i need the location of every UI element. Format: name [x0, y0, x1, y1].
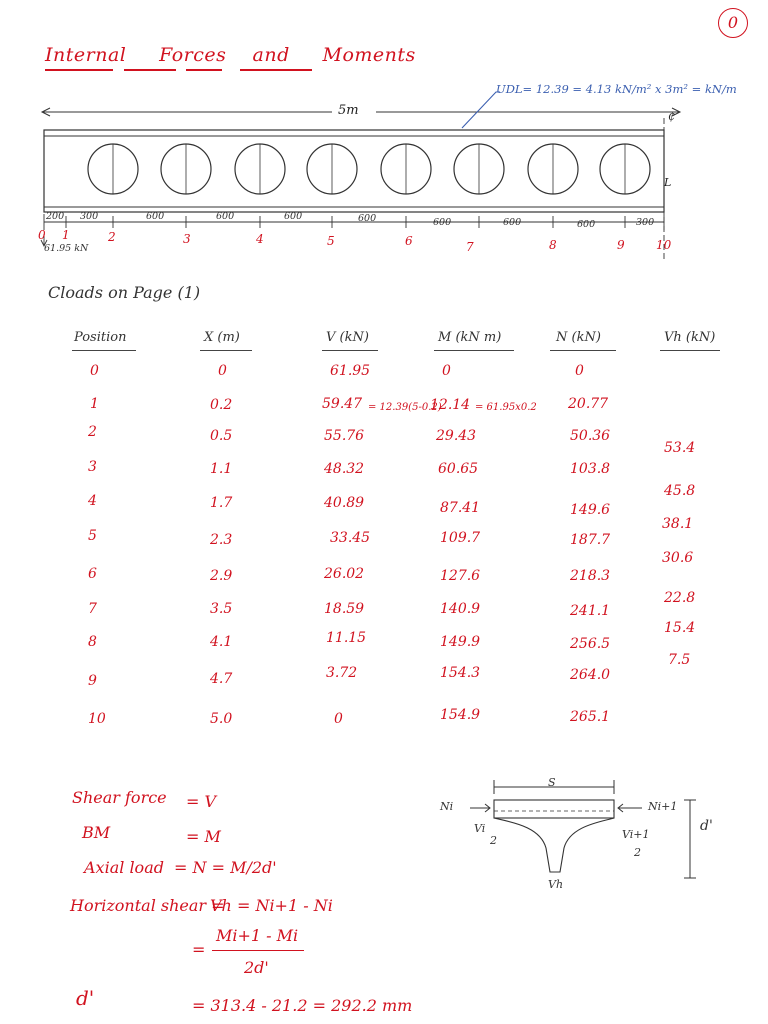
- span-label: 5m: [338, 103, 359, 118]
- row-m-note: = 61.95x0.2: [475, 402, 537, 413]
- row-n: 265.1: [570, 709, 611, 725]
- header-n: N (kN): [556, 330, 601, 345]
- row-position: 9: [88, 673, 97, 689]
- horizontal-shear-value: Vh = Ni+1 - Ni: [210, 896, 333, 915]
- title-word-4: Moments: [322, 44, 416, 66]
- dim-label: 600: [503, 217, 522, 228]
- dim-label: 200: [46, 211, 65, 222]
- row-v-note: = 12.39(5-0.2): [368, 402, 442, 413]
- header-m: M (kN m): [438, 330, 502, 345]
- row-m: 154.9: [440, 707, 481, 723]
- dim-label: 600: [433, 217, 452, 228]
- position-label: 5: [327, 234, 335, 248]
- row-v: 18.59: [324, 601, 365, 617]
- row-m: 87.41: [440, 500, 481, 516]
- position-label: 0: [38, 228, 46, 242]
- bm-label: BM: [82, 823, 111, 842]
- header-underline: [200, 350, 252, 351]
- row-vh: 7.5: [668, 652, 691, 668]
- dim-label: 300: [636, 217, 655, 228]
- loads-subtitle: Cloads on Page (1): [48, 283, 201, 302]
- row-v: 48.32: [324, 461, 365, 477]
- fraction-denominator: 2d': [244, 958, 269, 977]
- row-vh: 38.1: [662, 516, 694, 532]
- header-v: V (kN): [326, 330, 369, 345]
- sketch-ni-label: Ni: [440, 800, 454, 813]
- row-position: 0: [90, 363, 99, 379]
- centerline-label: ₵: [668, 110, 675, 123]
- row-n: 256.5: [570, 636, 611, 652]
- bm-value: = M: [186, 827, 221, 846]
- row-m: 140.9: [440, 601, 481, 617]
- header-underline: [434, 350, 514, 351]
- row-x: 4.1: [210, 634, 233, 650]
- row-n: 20.77: [568, 396, 609, 412]
- header-vh: Vh (kN): [664, 330, 716, 345]
- row-x: 2.3: [210, 532, 233, 548]
- position-label: 6: [405, 234, 413, 248]
- row-m: 12.14: [430, 397, 471, 413]
- row-n: 218.3: [570, 568, 611, 584]
- row-v: 55.76: [324, 428, 365, 444]
- row-n: 187.7: [570, 532, 611, 548]
- row-n: 50.36: [570, 428, 611, 444]
- row-m: 149.9: [440, 634, 481, 650]
- row-position: 6: [88, 566, 97, 582]
- row-x: 1.7: [210, 495, 233, 511]
- title-word-2: Forces: [159, 44, 227, 66]
- sketch-ni1-label: Ni+1: [648, 800, 678, 813]
- sketch-vi-label: Vi: [474, 822, 486, 835]
- sketch-vh-label: Vh: [548, 878, 564, 891]
- row-x: 5.0: [210, 711, 233, 727]
- sketch-d-label: d': [700, 818, 713, 834]
- horizontal-shear-label: Horizontal shear =: [70, 896, 225, 915]
- header-underline: [322, 350, 378, 351]
- row-m: 154.3: [440, 665, 481, 681]
- row-m: 60.65: [438, 461, 479, 477]
- position-label: 2: [108, 230, 116, 244]
- row-position: 4: [88, 493, 97, 509]
- sketch-s-label: S: [548, 776, 556, 789]
- d-prime-label: d': [76, 986, 95, 1010]
- row-m: 109.7: [440, 530, 481, 546]
- row-position: 3: [88, 459, 97, 475]
- row-v: 3.72: [326, 665, 358, 681]
- position-label: 1: [62, 228, 70, 242]
- dim-label: 600: [146, 211, 165, 222]
- row-x: 0.5: [210, 428, 233, 444]
- row-m: 127.6: [440, 568, 481, 584]
- dim-label: 300: [80, 211, 99, 222]
- row-position: 5: [88, 528, 97, 544]
- udl-note: UDL= 12.39 = 4.13 kN/m² x 3m² = kN/m: [496, 82, 737, 96]
- row-position: 7: [88, 601, 97, 617]
- row-position: 8: [88, 634, 97, 650]
- fraction-bar: [212, 950, 304, 951]
- row-x: 4.7: [210, 671, 233, 687]
- row-m: 29.43: [436, 428, 477, 444]
- dim-label: 600: [358, 213, 377, 224]
- row-x: 0.2: [210, 397, 233, 413]
- cross-section-sketch: [470, 780, 696, 878]
- row-position: 2: [88, 424, 97, 440]
- axial-load-value: = N = M/2d': [174, 858, 277, 877]
- row-vh: 30.6: [662, 550, 694, 566]
- title-word-3: and: [252, 44, 290, 66]
- dim-label: 600: [284, 211, 303, 222]
- row-n: 0: [575, 363, 584, 379]
- shear-force-label: Shear force: [72, 788, 167, 807]
- row-x: 3.5: [210, 601, 233, 617]
- d-prime-value: = 313.4 - 21.2 = 292.2 mm: [192, 996, 413, 1015]
- depth-label: L: [664, 176, 672, 189]
- row-vh: 22.8: [664, 590, 696, 606]
- position-label: 10: [656, 238, 672, 252]
- row-vh: 53.4: [664, 440, 696, 456]
- position-label: 3: [183, 232, 191, 246]
- row-x: 1.1: [210, 461, 233, 477]
- position-label: 4: [256, 232, 264, 246]
- row-v: 59.47: [322, 396, 363, 412]
- header-underline: [660, 350, 720, 351]
- fraction-equals: =: [192, 940, 206, 959]
- row-x: 0: [218, 363, 227, 379]
- row-v: 26.02: [324, 566, 365, 582]
- row-n: 241.1: [570, 603, 611, 619]
- fraction-numerator: Mi+1 - Mi: [216, 926, 299, 945]
- row-n: 264.0: [570, 667, 611, 683]
- position-label: 8: [549, 238, 557, 252]
- row-v: 0: [334, 711, 343, 727]
- header-underline: [550, 350, 616, 351]
- title-word-1: Internal: [45, 44, 127, 66]
- position-label: 7: [466, 240, 474, 254]
- row-n: 149.6: [570, 502, 611, 518]
- sketch-vi1-label: Vi+1: [622, 828, 650, 841]
- row-vh: 45.8: [664, 483, 696, 499]
- page-number: 0: [718, 8, 748, 38]
- row-position: 1: [90, 396, 99, 412]
- sketch-vi-den: 2: [490, 834, 497, 847]
- shear-force-value: = V: [186, 792, 217, 811]
- row-vh: 15.4: [664, 620, 696, 636]
- row-v: 61.95: [330, 363, 371, 379]
- row-v: 40.89: [324, 495, 365, 511]
- header-underline: [72, 350, 136, 351]
- header-position: Position: [74, 330, 127, 345]
- row-n: 103.8: [570, 461, 611, 477]
- dim-label: 600: [577, 219, 596, 230]
- hollow-cores: [88, 144, 650, 194]
- dim-label: 600: [216, 211, 235, 222]
- row-x: 2.9: [210, 568, 233, 584]
- sketch-vi1-den: 2: [634, 846, 641, 859]
- row-v: 11.15: [326, 630, 367, 646]
- axial-load-label: Axial load: [84, 858, 164, 877]
- row-m: 0: [442, 363, 451, 379]
- row-v: 33.45: [330, 530, 371, 546]
- reaction-label: 61.95 kN: [44, 243, 89, 254]
- header-x: X (m): [204, 330, 240, 345]
- position-label: 9: [617, 238, 625, 252]
- row-position: 10: [88, 711, 106, 727]
